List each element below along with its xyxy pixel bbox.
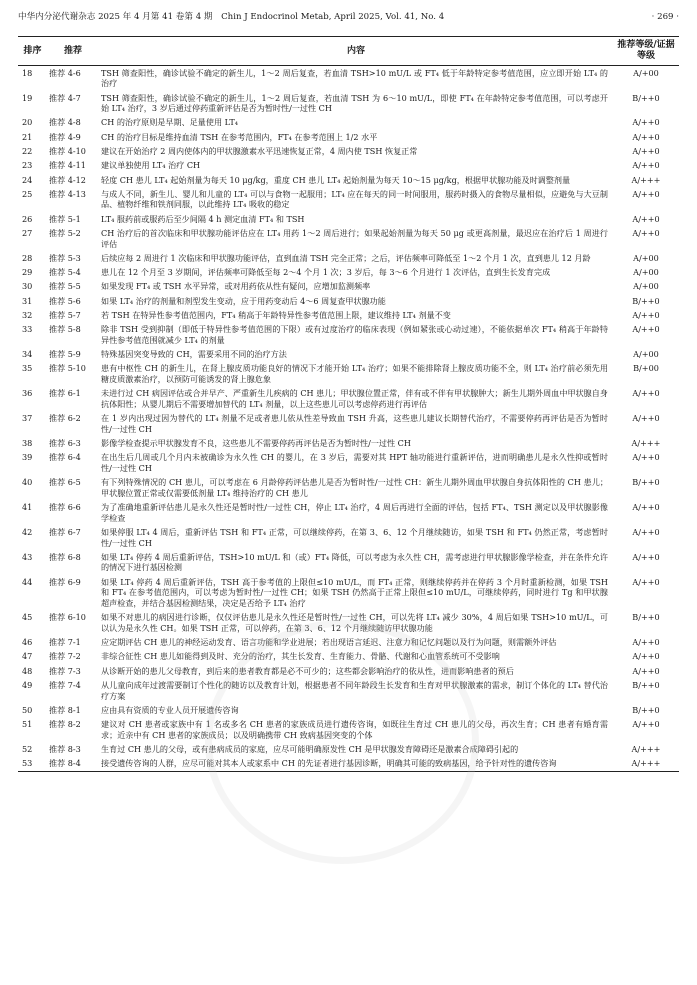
recommendation-content: 如果不对患儿的病因进行诊断，仅仅评估患儿是永久性还是暂时性/一过性 CH，可以先将 LT₄ 减少 30%，4 周后如果 TSH>10 mU/L，可以认为是永久性 CH。如果 TSH 正常，可以停药，在第 3、6、12 个月继续随访甲状腺功能 [101, 612, 608, 633]
recommendation-id: 推荐 5-7 [49, 310, 81, 320]
recommendation-grade: A/++0 [632, 388, 660, 399]
row-number: 23 [22, 160, 33, 171]
row-number: 24 [22, 174, 33, 185]
recommendation-content: 除非 TSH 受到抑制（即低于特异性参考值范围的下限）或有过度治疗的临床表现（例如紧张或心动过速），不能依据单次 FT₄ 稍高于年龄特异性参考值范围就减少 LT₄ 的剂量 [101, 324, 608, 345]
row-number: 45 [22, 612, 33, 623]
table-row [18, 476, 679, 501]
table-row [18, 159, 679, 173]
table-row [18, 323, 679, 348]
row-number: 35 [22, 363, 33, 374]
recommendation-id: 推荐 5-5 [49, 281, 81, 292]
recommendation-id: 推荐 7-2 [49, 651, 81, 662]
table-row [18, 251, 679, 265]
row-number: 32 [22, 310, 33, 320]
table-row [18, 757, 679, 772]
table-row [18, 294, 679, 308]
recommendation-grade: A/++0 [632, 665, 660, 676]
recommendation-content: 如果停服 LT₄ 4 周后，重新评估 TSH 和 FT₄ 正常，可以继续停药，在第 3、6、12 个月继续随访，如果 TSH 和 FT₄ 仍然正常，考虑暂时性/一过性 CH [101, 526, 608, 548]
recommendation-content: 生育过 CH 患儿的父母，或有患病成员的家庭，应尽可能明确原发性 CH 是甲状腺发育障碍还是激素合成障碍引起的 [101, 743, 519, 754]
recommendation-grade: A/++0 [632, 551, 660, 562]
row-number: 21 [22, 131, 33, 142]
table-row [18, 212, 679, 226]
table-row [18, 500, 679, 525]
recommendation-grade: A/++0 [632, 117, 660, 128]
table-row [18, 742, 679, 756]
recommendation-content: 若 TSH 在特异性参考值范围内，FT₄ 稍高于年龄特异性参考值范围上限，建议维持 LT₄ 剂量不变 [101, 310, 451, 320]
recommendation-id: 推荐 5-2 [49, 228, 81, 238]
row-number: 53 [18, 757, 47, 772]
row-number: 48 [22, 665, 33, 676]
row-number: 28 [22, 252, 33, 263]
recommendation-grade: A/++0 [632, 502, 660, 513]
recommendation-grade: A/++0 [632, 719, 660, 730]
recommendation-id: 推荐 4-12 [49, 174, 86, 185]
table-row [18, 451, 679, 476]
recommendation-grade: A/++0 [632, 131, 660, 142]
recommendation-grade: A/++0 [632, 576, 660, 587]
row-number: 51 [22, 719, 33, 730]
row-number: 46 [22, 637, 33, 648]
running-header [18, 10, 679, 24]
recommendation-content: 应定期评估 CH 患儿的神经运动发育、语言功能和学业进展；若出现语言延迟、注意力和记忆问题以及行为问题，则需额外评估 [101, 637, 557, 648]
table-row [18, 635, 679, 649]
table-row [18, 703, 679, 717]
row-number: 19 [22, 92, 33, 103]
row-number: 49 [22, 679, 33, 690]
recommendation-content: 特殊基因突变导致的 CH，需要采用不同的治疗方法 [101, 349, 287, 360]
recommendation-grade: A/++0 [632, 310, 660, 320]
recommendation-grade: A/+++ [631, 174, 661, 185]
table-row [18, 66, 679, 91]
recommendation-id: 推荐 5-1 [49, 213, 81, 224]
recommendation-content: 影像学检查提示甲状腺发育不良，这些患儿不需要停药再评估是否为暂时性/一过性 CH [101, 438, 411, 449]
recommendation-content: 从儿童向成年过渡需要制订个性化的随访以及教育计划，根据患者不同年龄段生长发育和生育对甲状腺激素的需求，制订个体化的 LT₄ 替代治疗方案 [101, 679, 608, 701]
table-row [18, 436, 679, 450]
table-row [18, 265, 679, 279]
recommendation-content: 与成人不同，新生儿、婴儿和儿童的 LT₄ 可以与食物一起服用；LT₄ 应在每天的同一时间服用，服药时摄入的食物尽量相似，应避免与大豆制品、植物纤维和铁剂同服，以此维持 LT₄ 吸收的稳定 [101, 188, 608, 210]
recommendation-content: 有下列特殊情况的 CH 患儿，可以考虑在 6 月龄停药评估患儿是否为暂时性/一过性 CH：新生儿期外周血甲状腺自身抗体阳性的 CH 患儿；甲状腺位置正常或仅需要低剂量 LT₄ 维持治疗的 CH 患儿 [101, 477, 608, 498]
recommendations-table [18, 36, 679, 772]
table-row [18, 650, 679, 664]
recommendation-id: 推荐 8-2 [49, 719, 81, 730]
row-number: 18 [22, 67, 33, 78]
recommendation-content: 应由具有资质的专业人员开展遗传咨询 [101, 704, 239, 715]
recommendation-content: 患有中枢性 CH 的新生儿，在肾上腺皮质功能良好的情况下才能开始 LT₄ 治疗；如果不能排除肾上腺皮质功能不全，则 LT₄ 治疗前必须先用糖皮质激素治疗，以预防可能诱发的肾上腺危象 [101, 363, 608, 385]
recommendation-id: 推荐 8-1 [49, 704, 81, 715]
recommendation-grade: A/+00 [633, 267, 659, 278]
recommendation-content: 未进行过 CH 病因评估或合并早产、严重新生儿疾病的 CH 患儿；甲状腺位置正常，伴有或不伴有甲状腺肿大；新生儿期外周血中甲状腺自身抗体阳性；从婴儿期后不需要增加替代的 LT₄ 剂量，以上这些患儿可以考虑停药进行再评估 [101, 388, 608, 409]
recommendation-content: 从诊断开始的患儿父母教育，到后来的患者教育都是必不可少的；这些都会影响治疗的依从性，进而影响患者的预后 [101, 665, 514, 676]
row-number: 47 [22, 651, 33, 662]
table-row [18, 362, 679, 387]
recommendation-id: 推荐 8-3 [49, 743, 81, 754]
row-number: 44 [22, 576, 33, 587]
row-number: 37 [22, 413, 33, 424]
row-number: 43 [22, 551, 33, 562]
table-row [18, 130, 679, 144]
table-row [18, 525, 679, 550]
table-row [18, 187, 679, 212]
row-number: 31 [22, 295, 33, 306]
row-number: 25 [22, 188, 33, 199]
recommendation-grade: A/+00 [633, 281, 659, 292]
table-row [18, 347, 679, 361]
recommendation-content: 如果 LT₄ 治疗的剂量和剂型发生变动，应于用药变动后 4～6 周复查甲状腺功能 [101, 295, 386, 306]
column-header-recommendation: 推荐 [47, 37, 99, 66]
recommendation-grade: A/+++ [631, 743, 661, 754]
recommendation-id: 推荐 4-13 [49, 188, 86, 199]
recommendation-content: 在 1 岁内出现过因为替代的 LT₄ 剂量不足或者患儿依从性差导致血 TSH 升高，这些患儿建议长期替代治疗，不需要停药再评估是否为暂时性/一过性 CH [101, 413, 608, 434]
table-row [18, 226, 679, 251]
row-number: 29 [22, 267, 33, 278]
table-row [18, 308, 679, 322]
row-number: 26 [22, 213, 33, 224]
table-header-row [18, 37, 679, 66]
recommendation-content: LT₄ 服药前或服药后至少间隔 4 h 测定血清 FT₄ 和 TSH [101, 213, 305, 224]
recommendation-grade: A/++0 [632, 413, 660, 424]
recommendation-grade: A/++0 [632, 160, 660, 171]
recommendation-id: 推荐 6-9 [49, 576, 81, 587]
recommendation-content: 如果 LT₄ 停药 4 周后重新评估，TSH>10 mU/L 和（或）FT₄ 降低，可以考虑为永久性 CH，需考虑进行甲状腺影像学检查，并在条件允许的情况下进行基因检测 [101, 551, 608, 573]
recommendation-grade: A/++0 [632, 188, 660, 199]
recommendation-id: 推荐 6-3 [49, 438, 81, 449]
table-row [18, 678, 679, 703]
recommendation-grade: B/+00 [633, 363, 659, 374]
table-row [18, 91, 679, 116]
recommendation-content: TSH 筛查阳性，确诊试验不确定的新生儿，1～2 周后复查，若血清 TSH>10 mU/L 或 FT₄ 低于年龄特定参考值范围，应立即开始 LT₄ 的治疗 [101, 67, 608, 89]
recommendation-id: 推荐 7-4 [49, 679, 81, 690]
table-row [18, 412, 679, 437]
table-row [18, 280, 679, 294]
recommendation-content: 患儿在 12 个月至 3 岁期间，评估频率可降低至每 2～4 个月 1 次；3 岁后，每 3～6 个月进行 1 次评估，直到生长发育完成 [101, 267, 551, 278]
row-number: 50 [22, 704, 33, 715]
recommendation-grade: A/++0 [632, 637, 660, 648]
recommendation-grade: A/++0 [632, 228, 660, 238]
recommendation-id: 推荐 4-7 [49, 92, 81, 103]
row-number: 36 [22, 388, 33, 399]
recommendation-grade: B/++0 [632, 295, 660, 306]
recommendation-content: 在出生后几周或几个月内未被确诊为永久性 CH 的婴儿，在 3 岁后，需要对其 HPT 轴功能进行重新评估，进而明确患儿是永久性抑或暂时性/一过性 CH [101, 452, 608, 473]
recommendation-id: 推荐 5-4 [49, 267, 81, 278]
recommendation-content: 建议在开始治疗 2 周内使体内的甲状腺激素水平迅速恢复正常，4 周内使 TSH 恢复正常 [101, 146, 418, 156]
row-number: 30 [22, 281, 33, 292]
recommendation-id: 推荐 4-9 [49, 131, 81, 142]
recommendation-grade: A/++0 [632, 146, 660, 156]
row-number: 42 [22, 526, 33, 537]
table-row [18, 717, 679, 742]
row-number: 33 [22, 324, 33, 335]
table-row [18, 575, 679, 610]
row-number: 27 [22, 228, 33, 238]
recommendation-content: 轻度 CH 患儿 LT₄ 起始剂量为每天 10 μg/kg，重度 CH 患儿 LT₄ 起始剂量为每天 10～15 μg/kg，根据甲状腺功能及时调整剂量 [101, 174, 571, 185]
journal-citation: 中华内分泌代谢杂志 2025 年 4 月第 41 卷第 4 期 Chin J Endocrinol Metab, April 2025, Vol. 41, No. 4 [18, 12, 445, 22]
recommendation-content: 后续应每 2 周进行 1 次临床和甲状腺功能评估，直到血清 TSH 完全正常；之后，评估频率可降低至 1～2 个月 1 次，直到患儿 12 月龄 [101, 252, 591, 263]
table-row [18, 550, 679, 575]
recommendation-grade: A/++0 [632, 452, 660, 463]
row-number: 34 [22, 349, 33, 360]
recommendation-id: 推荐 5-9 [49, 349, 81, 360]
table-row [18, 116, 679, 130]
recommendation-id: 推荐 6-2 [49, 413, 81, 424]
recommendation-id: 推荐 5-10 [49, 363, 86, 374]
recommendation-grade: A/++0 [632, 324, 660, 335]
row-number: 40 [22, 477, 33, 488]
recommendation-id: 推荐 4-8 [49, 117, 81, 128]
recommendation-grade: B/++0 [632, 92, 660, 103]
row-number: 41 [22, 502, 33, 513]
recommendation-grade: A/+00 [633, 349, 659, 360]
row-number: 39 [22, 452, 33, 463]
recommendation-grade: A/++0 [632, 213, 660, 224]
recommendation-content: TSH 筛查阳性，确诊试验不确定的新生儿，1～2 周后复查，若血清 TSH 为 6～10 mU/L，即使 FT₄ 在年龄特定参考值范围，可以考虑开始 LT₄ 治疗，3 岁后通过停药重新评估是否为暂时性/一过性 CH [101, 92, 608, 114]
recommendation-id: 推荐 4-10 [49, 146, 86, 156]
recommendation-grade: A/+00 [633, 252, 659, 263]
recommendation-content: CH 的治疗目标是维持血清 TSH 在参考范围内，FT₄ 在参考范围上 1/2 水平 [101, 131, 378, 142]
table-row [18, 664, 679, 678]
recommendation-content: 非综合征性 CH 患儿如能得到及时、充分的治疗，其生长发育、生育能力、骨骼、代谢和心血管系统可不受影响 [101, 651, 500, 662]
recommendation-id: 推荐 5-6 [49, 295, 81, 306]
recommendation-grade: A/+++ [631, 438, 661, 449]
row-number: 22 [22, 146, 33, 156]
recommendation-id: 推荐 6-7 [49, 526, 81, 537]
recommendation-content: 接受遗传咨询的人群，应尽可能对其本人或家系中 CH 的先证者进行基因诊断，明确其可能的致病基因，给予针对性的遗传咨询 [99, 757, 613, 772]
table-row [18, 144, 679, 158]
recommendation-grade: A/++0 [632, 651, 660, 662]
recommendation-id: 推荐 6-8 [49, 551, 81, 562]
table-row [18, 611, 679, 636]
recommendation-content: 为了准确地重新评估患儿是永久性还是暂时性/一过性 CH，停止 LT₄ 治疗，4 周后再进行全面的评估，包括 FT₄、TSH 测定以及甲状腺影像学检查 [101, 502, 608, 523]
page-number: · 269 · [651, 12, 679, 22]
recommendation-id: 推荐 6-10 [49, 612, 86, 623]
recommendation-content: 建议单独使用 LT₄ 治疗 CH [101, 160, 201, 171]
recommendation-content: 建议对 CH 患者或家族中有 1 名或多名 CH 患者的家族成员进行遗传咨询，如既往生育过 CH 患儿的父母，再次生育；CH 患者有婚育需求；近亲中有 CH 患者的家族成员；以及明确携带 CH 致病基因突变的个体 [101, 719, 608, 740]
column-header-grade: 推荐等级/证据等级 [613, 37, 679, 66]
column-header-order: 排序 [18, 37, 47, 66]
recommendation-grade: B/++0 [632, 612, 660, 623]
recommendation-id: 推荐 6-4 [49, 452, 81, 463]
row-number: 20 [22, 117, 33, 128]
row-number: 38 [22, 438, 33, 449]
recommendation-content: 如果发现 FT₄ 或 TSH 水平异常，或对用药依从性有疑问，应增加监测频率 [101, 281, 371, 292]
recommendation-id: 推荐 5-8 [49, 324, 81, 335]
recommendation-content: 如果 LT₄ 停药 4 周后重新评估，TSH 高于参考值的上限但≤10 mU/L，而 FT₄ 正常，则继续停药并在停药 3 个月时重新检测，如果 TSH 和 FT₄ 在参考值范围内，可以考虑为暂时性/一过性 CH；如果 TSH 仍然高于正常上限但≤10 mU/L，可继续停药，同时进行 Tg 和甲状腺超声检查，并结合基因检测结果，决定是否给予 LT₄ 治疗 [101, 576, 608, 608]
recommendation-id: 推荐 4-6 [49, 67, 81, 78]
recommendations-table-wrapper [18, 36, 679, 772]
recommendation-id: 推荐 6-6 [49, 502, 81, 513]
column-header-content: 内容 [99, 37, 613, 66]
recommendation-id: 推荐 6-1 [49, 388, 81, 399]
recommendation-grade: A/++0 [632, 526, 660, 537]
recommendation-grade: B/++0 [632, 477, 660, 488]
recommendation-id: 推荐 5-3 [49, 252, 81, 263]
table-body [18, 66, 679, 772]
row-number: 52 [22, 743, 33, 754]
recommendation-grade: A/+00 [633, 67, 659, 78]
recommendation-id: 推荐 4-11 [49, 160, 86, 171]
recommendation-id: 推荐 8-4 [47, 757, 99, 772]
recommendation-id: 推荐 7-3 [49, 665, 81, 676]
recommendation-id: 推荐 7-1 [49, 637, 81, 648]
recommendation-grade: B/++0 [632, 679, 660, 690]
recommendation-grade: A/+++ [613, 757, 679, 772]
recommendation-content: CH 治疗后的首次临床和甲状腺功能评估应在 LT₄ 用药 1～2 周后进行；如果起始剂量为每天 50 μg 或更高剂量，最迟应在治疗后 1 周进行评估 [101, 228, 608, 249]
recommendation-grade: B/++0 [632, 704, 660, 715]
table-row [18, 173, 679, 187]
recommendation-content: CH 的治疗原则是早期、足量使用 LT₄ [101, 117, 238, 128]
recommendation-id: 推荐 6-5 [49, 477, 81, 488]
table-row [18, 387, 679, 412]
